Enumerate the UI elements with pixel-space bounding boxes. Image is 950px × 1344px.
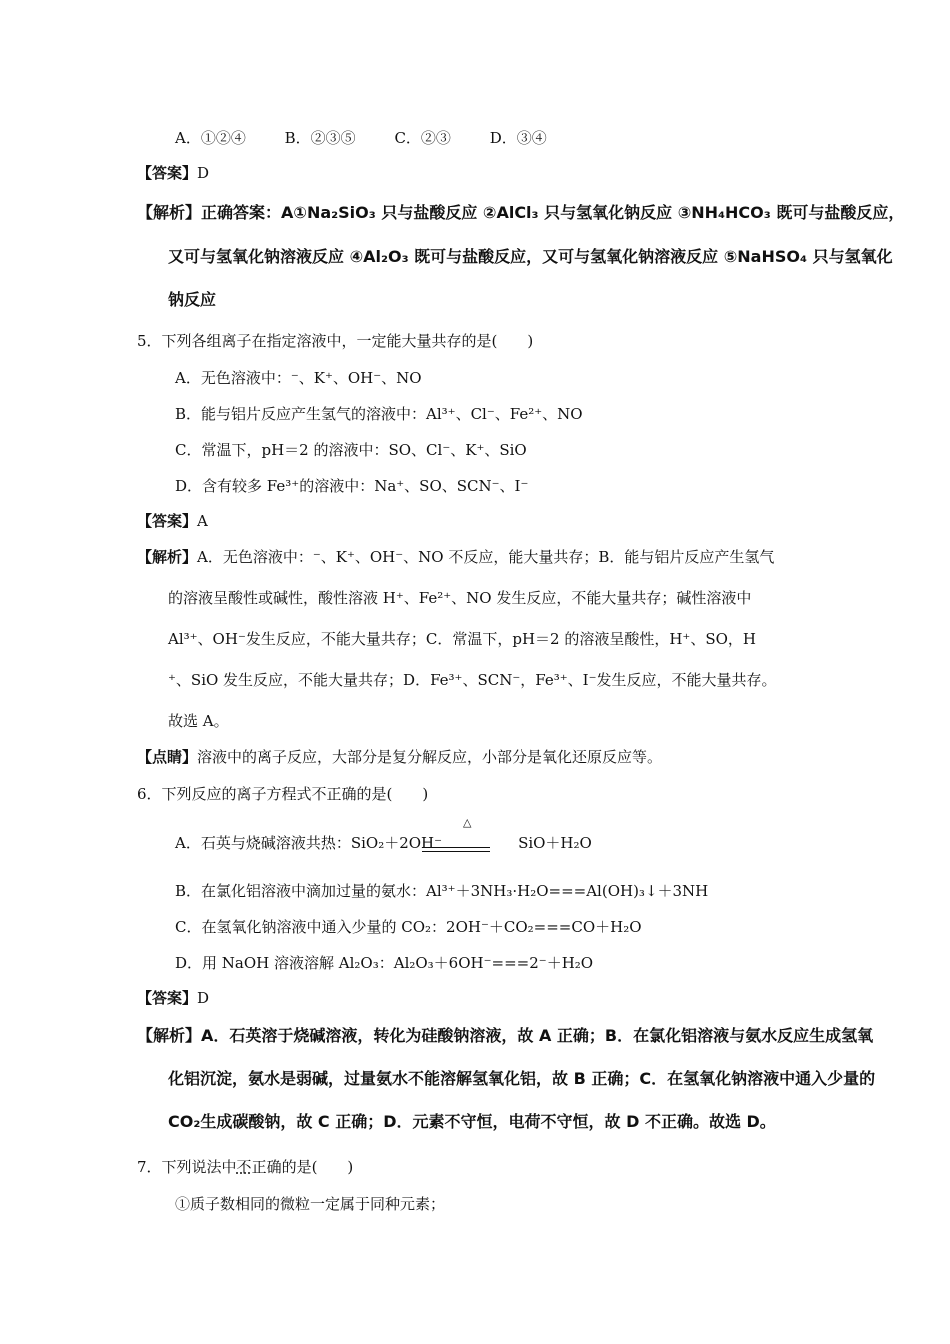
q7-stem-pre: 7．下列说法中 xyxy=(137,1158,237,1176)
q5-option-d: D．含有较多 Fe³⁺的溶液中：Na⁺、SO、SCN⁻、I⁻ xyxy=(175,477,529,495)
q6-analysis-line-3: CO₂生成碳酸钠，故 C 正确；D．元素不守恒，电荷不守恒，故 D 不正确。故选 D。 xyxy=(168,1112,776,1131)
q4-options xyxy=(175,128,581,148)
q6-analysis-line-1 xyxy=(137,1026,873,1046)
analysis-text: A．石英溶于烧碱溶液，转化为硅酸钠溶液，故 A 正确；B．在氯化铝溶液与氨水反应生成氢氧 xyxy=(201,1026,874,1045)
q7-stem xyxy=(137,1157,353,1177)
analysis-text: A．无色溶液中：⁻、K⁺、OH⁻、NO 不反应，能大量共存；B．能与铝片反应产生氢气 xyxy=(197,548,775,566)
q5-analysis-line-2: 的溶液呈酸性或碱性，酸性溶液 H⁺、Fe²⁺、NO 发生反应，不能大量共存；碱性溶液中 xyxy=(168,589,752,607)
answer-tag: 【答案】 xyxy=(137,512,198,530)
q6-stem: 6．下列反应的离子方程式不正确的是( ) xyxy=(137,785,429,803)
q5-option-c: C．常温下，pH＝2 的溶液中：SO、Cl⁻、K⁺、SiO xyxy=(175,441,527,459)
q4-answer xyxy=(137,163,209,183)
analysis-tag: 【解析】 xyxy=(137,548,198,566)
answer-tag: 【答案】 xyxy=(137,989,198,1007)
q6-analysis-line-2: 化铝沉淀，氨水是弱碱，过量氨水不能溶解氢氧化铝，故 B 正确；C．在氢氧化钠溶液中通入少量的 xyxy=(168,1069,876,1088)
q5-analysis-line-5: 故选 A。 xyxy=(168,712,229,730)
q6-option-a-left: A．石英与烧碱溶液共热：SiO₂＋2OH⁻ xyxy=(175,834,443,852)
q4-option-b: B．②③⑤ xyxy=(284,129,356,147)
q5-answer xyxy=(137,511,208,531)
q5-option-a: A．无色溶液中：⁻、K⁺、OH⁻、NO xyxy=(175,369,422,387)
analysis-text: 正确答案：A①Na₂SiO₃ 只与盐酸反应 ②AlCl₃ 只与氢氧化钠反应 ③NH₄HCO₃ 既可与盐酸反应， xyxy=(201,203,905,222)
q7-stem-emphasis: 不 xyxy=(236,1158,252,1176)
q6-answer xyxy=(137,988,209,1008)
q6-option-c: C．在氢氧化钠溶液中通入少量的 CO₂：2OH⁻＋CO₂===CO＋H₂O xyxy=(175,918,642,936)
tip-tag: 【点睛】 xyxy=(137,748,198,766)
q4-analysis-line-3: 钠反应 xyxy=(168,290,217,309)
analysis-tag: 【解析】 xyxy=(137,1026,202,1045)
q6-option-a-right: SiO＋H₂O xyxy=(518,834,592,852)
q5-analysis-line-3: Al³⁺、OH⁻发生反应，不能大量共存；C．常温下，pH＝2 的溶液呈酸性，H⁺、SO，H xyxy=(168,630,756,648)
q5-stem: 5．下列各组离子在指定溶液中，一定能大量共存的是( ) xyxy=(137,332,534,350)
q6-option-b: B．在氯化铝溶液中滴加过量的氨水：Al³⁺＋3NH₃·H₂O===Al(OH)₃↓＋3NH xyxy=(175,882,709,900)
q6-option-a xyxy=(175,833,592,853)
q5-tip xyxy=(137,747,662,767)
analysis-tag: 【解析】 xyxy=(137,203,202,222)
answer-value: D xyxy=(197,989,210,1007)
q7-item-1: ①质子数相同的微粒一定属于同种元素； xyxy=(175,1195,446,1213)
q4-option-c: C．②③ xyxy=(394,129,451,147)
q5-analysis-line-4: ⁺、SiO 发生反应，不能大量共存；D．Fe³⁺、SCN⁻，Fe³⁺、I⁻发生反应，不能大量共存。 xyxy=(168,671,777,689)
q6-option-d: D．用 NaOH 溶液溶解 Al₂O₃：Al₂O₃＋6OH⁻===2⁻＋H₂O xyxy=(175,954,594,972)
answer-tag: 【答案】 xyxy=(137,164,198,182)
tip-text: 溶液中的离子反应，大部分是复分解反应，小部分是氧化还原反应等。 xyxy=(197,748,663,766)
answer-value: D xyxy=(197,164,210,182)
q4-analysis-line-1 xyxy=(137,203,904,223)
q5-option-b: B．能与铝片反应产生氢气的溶液中：Al³⁺、Cl⁻、Fe²⁺、NO xyxy=(175,405,583,423)
q4-option-d: D．③④ xyxy=(489,129,547,147)
answer-value: A xyxy=(197,512,208,530)
q4-analysis-line-2: 又可与氢氧化钠溶液反应 ④Al₂O₃ 既可与盐酸反应，又可与氢氧化钠溶液反应 ⑤NaHSO₄ 只与氢氧化 xyxy=(168,247,893,266)
heat-symbol: △ xyxy=(463,816,472,829)
q4-option-a: A．①②④ xyxy=(175,129,246,147)
q7-stem-post: 正确的是( ) xyxy=(251,1158,354,1176)
q5-analysis-line-1 xyxy=(137,547,774,567)
